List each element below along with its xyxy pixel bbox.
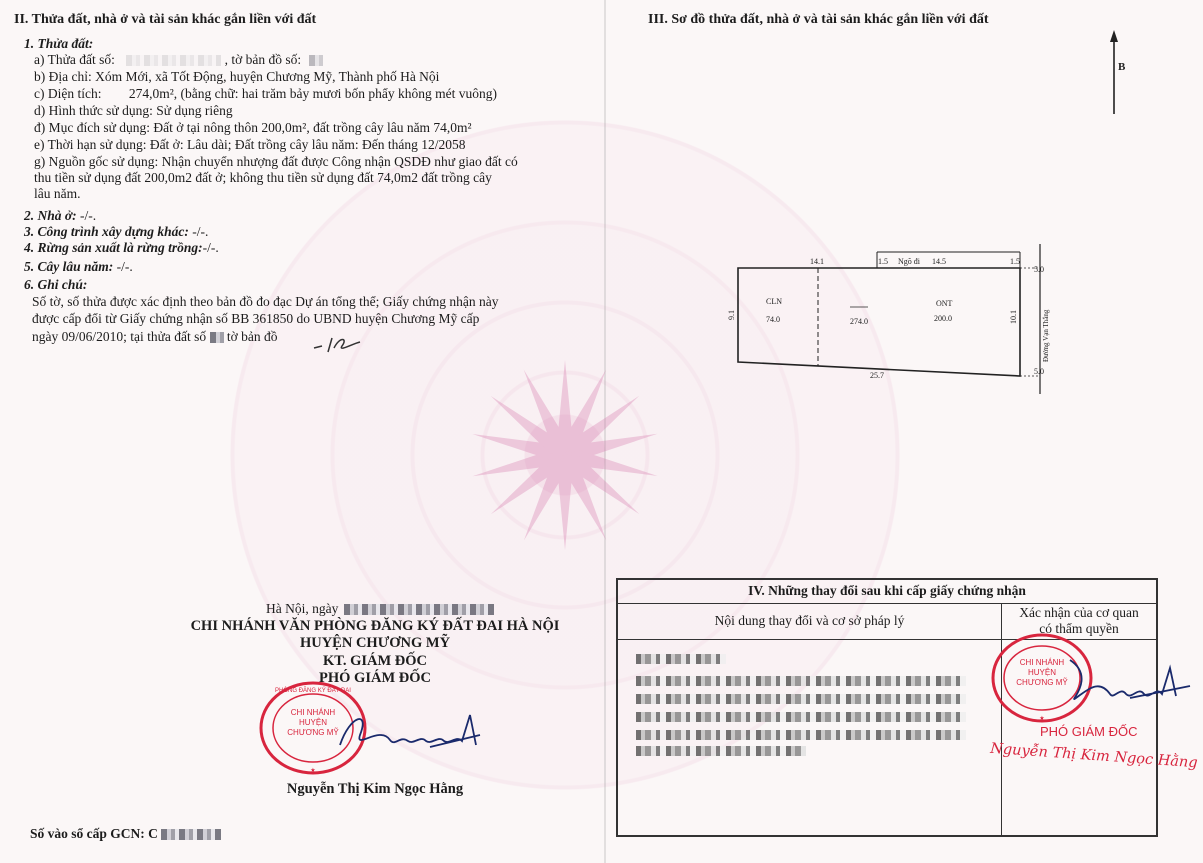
redacted-date: [344, 604, 494, 615]
area-label: c) Diện tích:: [34, 86, 102, 101]
signer-script-right: Nguyễn Thị Kim Ngọc Hằng: [989, 740, 1199, 772]
parcel-diagram: [722, 244, 1062, 394]
other-works-value: -/-.: [188, 224, 209, 239]
dim-alley-left: 1.5: [878, 257, 888, 266]
house-value: -/-.: [76, 208, 97, 223]
confirm-line-2: có thẩm quyền: [1039, 621, 1119, 636]
area-value: 274,0m², (bằng chữ: hai trăm bảy mươi bốn phẩy không mét vuông): [128, 86, 497, 101]
redacted-line: [636, 712, 966, 722]
forest-label: 4. Rừng sản xuất là rừng trồng:: [24, 240, 203, 255]
usage-purpose-row: đ) Mục đích sử dụng: Đất ở tại nông thôn 200,0m², đất trồng cây lâu năm 74,0m²: [34, 120, 472, 135]
other-works-label: 3. Công trình xây dựng khác:: [24, 224, 189, 239]
redacted-register-number: [161, 829, 221, 840]
dim-right-side: 10.1: [1009, 310, 1018, 324]
note-line-3a: ngày 09/06/2010; tại thửa đất số: [32, 329, 207, 344]
stamp-line-2: HUYỆN: [298, 718, 327, 727]
signer-authority: KT. GIÁM ĐỐC: [322, 653, 428, 669]
usage-form-row: d) Hình thức sử dụng: Sử dụng riêng: [34, 103, 233, 118]
signature-right: [1040, 650, 1200, 720]
register-number-label: Số vào sổ cấp GCN: C: [30, 826, 158, 841]
redacted-old-parcel: [210, 332, 224, 343]
notes-label: 6. Ghi chú:: [24, 277, 88, 292]
signer-name: Nguyễn Thị Kim Ngọc Hằng: [286, 781, 464, 797]
section-3-title: III. Sơ đồ thửa đất, nhà ở và tài sản khác gắn liền với đất: [648, 12, 989, 27]
stamp-role-right: PHÓ GIÁM ĐỐC: [1040, 724, 1138, 739]
house-label: 2. Nhà ở:: [24, 208, 77, 223]
confirm-line-1: Xác nhận của cơ quan: [1019, 605, 1139, 620]
redacted-line: [636, 654, 726, 664]
ont-area: 200.0: [934, 314, 952, 323]
parcel-area: 274.0: [850, 317, 868, 326]
house-row: [24, 208, 96, 224]
origin-row-2: thu tiền sử dụng đất 200,0m2 đất ở; không thu tiền sử dụng đất 74,0m2 đất trồng cây: [34, 170, 492, 185]
stamp-line-1: CHI NHÁNH: [290, 708, 336, 717]
map-sheet-label: , tờ bản đồ số:: [224, 52, 302, 67]
stamp-right-line-1: CHI NHÁNH: [1019, 658, 1065, 667]
perennial-row: [24, 259, 133, 275]
ont-code: ONT: [936, 299, 953, 308]
redacted-line: [636, 730, 966, 740]
forest-row: [24, 240, 219, 256]
redacted-line: [636, 694, 966, 704]
other-works-row: [24, 224, 208, 240]
register-number-row: [30, 826, 221, 842]
dim-top-right: 14.5: [932, 257, 946, 266]
parcel-number-row: [34, 52, 323, 68]
cln-area: 74.0: [766, 315, 780, 324]
dim-top-left: 14.1: [810, 257, 824, 266]
svg-text:★: ★: [310, 768, 316, 774]
alley-label: Ngõ đi: [898, 257, 920, 266]
perennial-value: -/-.: [113, 259, 133, 274]
dim-bottom: 25.7: [870, 371, 884, 380]
signature-left: [330, 705, 490, 765]
parcel-number-label: a) Thửa đất số:: [34, 52, 115, 67]
section-2-title: II. Thửa đất, nhà ở và tài sản khác gắn liền với đất: [14, 12, 317, 27]
perennial-label: 5. Cây lâu năm:: [24, 259, 114, 274]
redacted-line: [636, 746, 806, 756]
origin-row-3: lâu năm.: [34, 186, 81, 201]
area-row: [34, 86, 497, 102]
issuing-district: HUYỆN CHƯƠNG MỸ: [299, 635, 451, 651]
note-line-3b: tờ bản đồ: [226, 329, 278, 344]
redacted-line: [636, 676, 966, 686]
origin-row-1: g) Nguồn gốc sử dụng: Nhận chuyển nhượng đất được Công nhận QSDĐ như giao đất có: [34, 154, 518, 169]
signer-title: PHÓ GIÁM ĐỐC: [319, 670, 431, 686]
stamp-right-line-3: CHƯƠNG MỸ: [1016, 678, 1068, 687]
svg-text:★: ★: [1039, 716, 1045, 722]
usage-term-row: e) Thời hạn sử dụng: Đất ở: Lâu dài; Đất trồng cây lâu năm: Đến tháng 12/2058: [34, 137, 466, 152]
place-date-label: Hà Nội, ngày: [266, 601, 339, 616]
dim-alley-right: 1.5: [1010, 257, 1020, 266]
svg-text:PHÒNG ĐĂNG KÝ ĐẤT ĐAI: PHÒNG ĐĂNG KÝ ĐẤT ĐAI: [275, 688, 351, 694]
forest-value: -/-.: [202, 240, 219, 255]
stamp-line-3: CHƯƠNG MỸ: [287, 728, 339, 737]
stamp-right-line-2: HUYỆN: [1027, 668, 1056, 677]
handwritten-mark: [312, 334, 372, 356]
changes-title: IV. Những thay đổi sau khi cấp giấy chứng nhận: [617, 579, 1157, 603]
dim-road-top: 5.0: [1034, 265, 1044, 274]
parcel-heading: 1. Thửa đất:: [24, 36, 94, 51]
note-line-2: được cấp đổi từ Giấy chứng nhận số BB 361850 do UBND huyện Chương Mỹ cấp: [32, 311, 480, 326]
dim-left-side: 9.1: [727, 310, 736, 320]
issuing-office: CHI NHÁNH VĂN PHÒNG ĐĂNG KÝ ĐẤT ĐAI HÀ NỘI: [190, 618, 560, 634]
note-line-1: Số tờ, số thửa được xác định theo bản đồ đo đạc Dự án tổng thể; Giấy chứng nhận này: [32, 294, 499, 309]
road-label: Đường Vạn Thắng: [1042, 309, 1050, 362]
place-date-row: [266, 601, 494, 617]
watermark-star: [465, 355, 665, 555]
north-label: B: [1118, 61, 1126, 73]
north-arrow-icon: [1100, 28, 1130, 116]
address-row: b) Địa chỉ: Xóm Mới, xã Tốt Động, huyện Chương Mỹ, Thành phố Hà Nội: [34, 69, 440, 84]
cln-code: CLN: [766, 297, 782, 306]
changes-col-content: Nội dung thay đổi và cơ sở pháp lý: [617, 603, 1002, 639]
note-line-3: [32, 329, 278, 345]
redacted-map-sheet: [309, 55, 323, 66]
redacted-parcel-number: [126, 55, 221, 66]
dim-road-bottom: 5.0: [1034, 367, 1044, 376]
